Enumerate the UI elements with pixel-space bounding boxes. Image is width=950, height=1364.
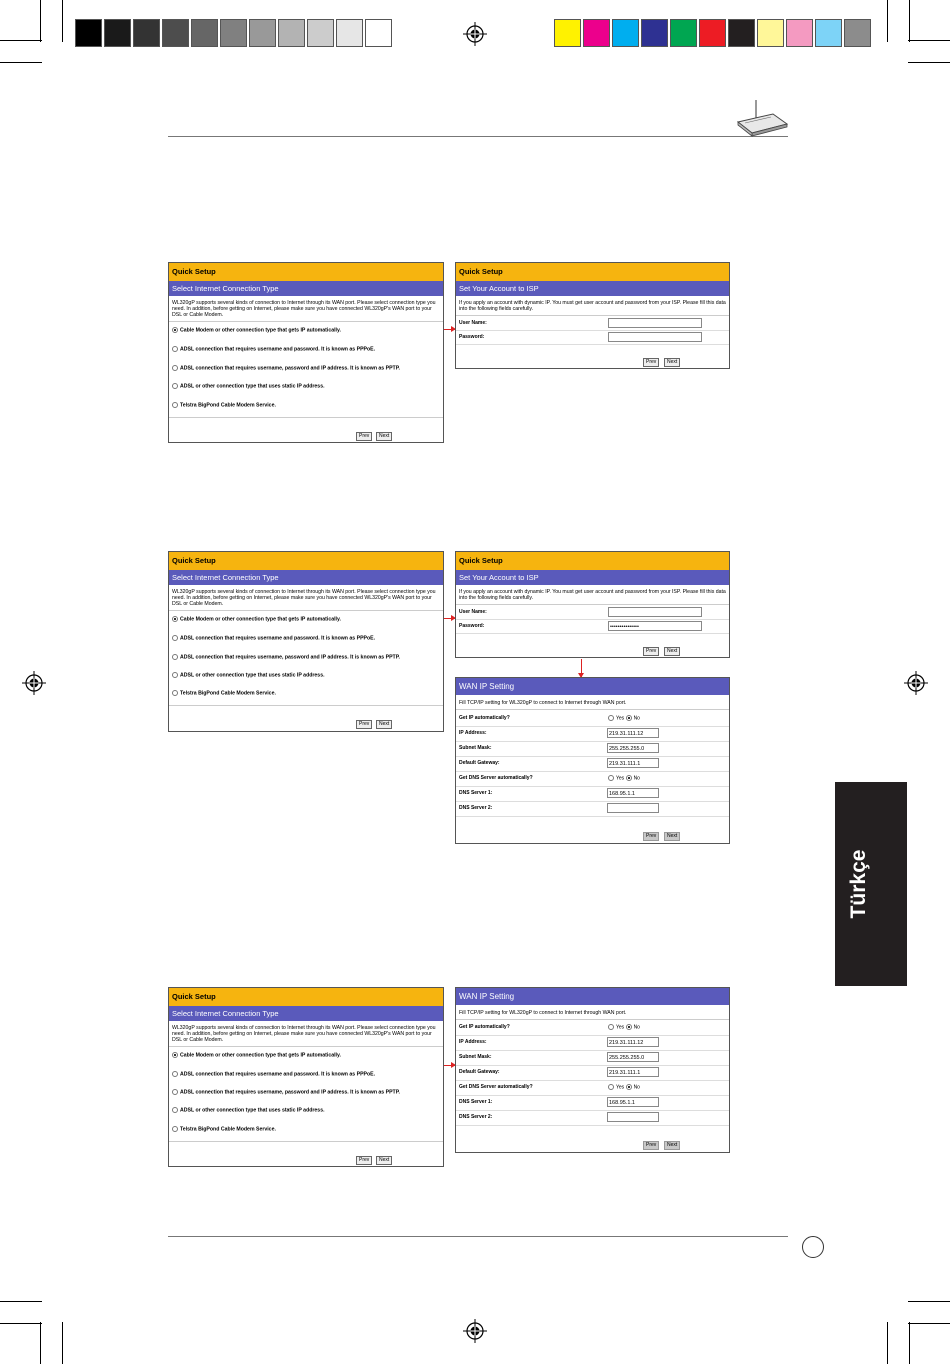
color-swatch (191, 19, 218, 47)
radio-checked-icon[interactable] (172, 327, 178, 333)
connection-option[interactable]: Cable Modem or other connection type that gets IP automatically. (172, 1052, 341, 1058)
dns1-input[interactable]: 168.95.1.1 (607, 788, 659, 798)
divider (169, 417, 443, 418)
next-button[interactable]: Next (376, 720, 392, 729)
divider (169, 705, 443, 706)
get-ip-auto-choice[interactable]: Yes No (608, 715, 640, 721)
subnet-mask-label: Subnet Mask: (459, 745, 492, 751)
get-dns-auto-choice[interactable]: Yes No (608, 775, 640, 781)
color-swatch (699, 19, 726, 47)
connection-option[interactable]: ADSL connection that requires username and password. It is known as PPPoE. (172, 635, 375, 641)
crop-mark (887, 1322, 888, 1364)
next-button[interactable]: Next (376, 432, 392, 441)
color-swatch (278, 19, 305, 47)
crop-mark (0, 62, 42, 63)
flow-arrow (444, 1065, 455, 1066)
subnet-mask-input[interactable]: 255.255.255.0 (607, 743, 659, 753)
ip-address-row (456, 726, 729, 742)
connection-option[interactable]: Telstra BigPond Cable Modem Service. (172, 690, 276, 696)
wan-ip-panel (455, 987, 730, 1153)
panel-description: If you apply an account with dynamic IP. You must get user account and password from your ISP. Please fill this data into the following fields carefully. (456, 585, 729, 605)
dns2-label: DNS Server 2: (459, 1114, 493, 1120)
connection-option[interactable]: ADSL or other connection type that uses static IP address. (172, 672, 325, 678)
connection-type-panel (168, 987, 444, 1167)
quick-setup-header: Quick Setup (456, 552, 729, 570)
default-gateway-input[interactable]: 219.31.111.1 (607, 758, 659, 768)
dns1-row (456, 786, 729, 802)
password-input[interactable]: ••••••••••••••• (608, 621, 702, 631)
radio-unchecked-icon[interactable] (608, 715, 614, 721)
language-side-tab (835, 782, 907, 986)
page-number-circle (802, 1236, 824, 1258)
connection-option[interactable]: ADSL connection that requires username and password. It is known as PPPoE. (172, 1071, 375, 1077)
next-button[interactable]: Next (664, 832, 680, 841)
next-button[interactable]: Next (664, 358, 680, 367)
panel-description: WL320gP supports several kinds of connection to Internet through its WAN port. Please select connection type you need. In addition, before getting on Internet, please make sure you have connected WL320gP's WAN port to your DSL or Cable Modem. (169, 296, 443, 322)
color-swatch (757, 19, 784, 47)
connection-option[interactable]: ADSL connection that requires username, password and IP address. It is known as PPTP. (172, 1089, 400, 1095)
crop-mark (908, 62, 950, 63)
radio-unchecked-icon[interactable] (172, 346, 178, 352)
password-label: Password: (459, 334, 485, 340)
quick-setup-header: Quick Setup (456, 263, 729, 281)
next-button[interactable]: Next (376, 1156, 392, 1165)
flow-arrow (581, 659, 582, 677)
default-gateway-label: Default Gateway: (459, 760, 500, 766)
footer-rule (168, 1236, 788, 1237)
color-swatch (641, 19, 668, 47)
password-row (456, 330, 729, 345)
password-label: Password: (459, 623, 485, 629)
section-title: WAN IP Setting (456, 678, 729, 695)
get-ip-auto-choice[interactable]: Yes No (608, 1024, 640, 1030)
get-ip-auto-label: Get IP automatically? (459, 1024, 510, 1030)
password-row (456, 619, 729, 634)
dns1-label: DNS Server 1: (459, 790, 493, 796)
connection-option[interactable]: ADSL connection that requires username and password. It is known as PPPoE. (172, 346, 375, 352)
prev-button[interactable]: Prev (643, 647, 659, 656)
password-input[interactable] (608, 332, 702, 342)
radio-unchecked-icon[interactable] (172, 383, 178, 389)
crop-mark (62, 0, 63, 42)
radio-unchecked-icon[interactable] (172, 1107, 178, 1113)
radio-unchecked-icon[interactable] (172, 1071, 178, 1077)
connection-option[interactable]: Telstra BigPond Cable Modem Service. (172, 1126, 276, 1132)
radio-unchecked-icon[interactable] (172, 365, 178, 371)
dns2-row (456, 801, 729, 817)
user-name-label: User Name: (459, 320, 487, 326)
color-swatch (612, 19, 639, 47)
quick-setup-header: Quick Setup (169, 988, 443, 1006)
default-gateway-input[interactable]: 219.31.111.1 (607, 1067, 659, 1077)
isp-account-panel (455, 262, 730, 369)
connection-option[interactable]: ADSL or other connection type that uses static IP address. (172, 1107, 325, 1113)
get-dns-auto-label: Get DNS Server automatically? (459, 775, 533, 781)
dns2-row (456, 1110, 729, 1126)
connection-option[interactable]: ADSL connection that requires username, password and IP address. It is known as PPTP. (172, 654, 400, 660)
radio-checked-icon[interactable] (172, 1052, 178, 1058)
color-swatch (815, 19, 842, 47)
radio-unchecked-icon[interactable] (608, 775, 614, 781)
color-swatch (220, 19, 247, 47)
crop-mark (0, 1323, 42, 1324)
user-name-label: User Name: (459, 609, 487, 615)
section-title: Select Internet Connection Type (169, 1006, 443, 1021)
quick-setup-header: Quick Setup (169, 263, 443, 281)
default-gateway-row (456, 756, 729, 772)
next-button[interactable]: Next (664, 647, 680, 656)
color-swatch (307, 19, 334, 47)
prev-button[interactable]: Prev (356, 432, 372, 441)
prev-button[interactable]: Prev (643, 1141, 659, 1150)
quick-setup-header: Quick Setup (169, 552, 443, 570)
connection-option[interactable]: ADSL connection that requires username, password and IP address. It is known as PPTP. (172, 365, 400, 371)
prev-button[interactable]: Prev (356, 720, 372, 729)
get-dns-auto-label: Get DNS Server automatically? (459, 1084, 533, 1090)
crop-mark (908, 40, 950, 41)
color-swatch (104, 19, 131, 47)
crop-mark (887, 0, 888, 42)
flow-arrow (444, 618, 455, 619)
radio-unchecked-icon[interactable] (172, 672, 178, 678)
ip-address-label: IP Address: (459, 1039, 487, 1045)
dns2-input[interactable] (607, 803, 659, 813)
color-swatch (670, 19, 697, 47)
panel-description: Fill TCP/IP setting for WL320gP to connect to Internet through WAN port. (456, 1005, 729, 1020)
color-swatch (249, 19, 276, 47)
ip-address-input[interactable]: 219.31.111.12 (607, 1037, 659, 1047)
color-swatch (365, 19, 392, 47)
color-swatch (336, 19, 363, 47)
registration-target-icon (904, 671, 928, 695)
user-name-row (456, 316, 729, 331)
subnet-mask-row (456, 1050, 729, 1066)
color-swatch (554, 19, 581, 47)
header-rule (168, 136, 788, 137)
section-title: Set Your Account to ISP (456, 281, 729, 296)
color-swatch (162, 19, 189, 47)
user-name-input[interactable] (608, 607, 702, 617)
default-gateway-label: Default Gateway: (459, 1069, 500, 1075)
radio-unchecked-icon[interactable] (172, 1126, 178, 1132)
radio-checked-icon[interactable] (626, 1024, 632, 1030)
radio-checked-icon[interactable] (172, 616, 178, 622)
crop-mark (909, 1322, 910, 1364)
section-title: Set Your Account to ISP (456, 570, 729, 585)
registration-target-icon (463, 1319, 487, 1343)
radio-checked-icon[interactable] (626, 1084, 632, 1090)
radio-unchecked-icon[interactable] (172, 635, 178, 641)
radio-unchecked-icon[interactable] (608, 1084, 614, 1090)
dns1-row (456, 1095, 729, 1111)
crop-mark (908, 1323, 950, 1324)
radio-unchecked-icon[interactable] (172, 690, 178, 696)
get-dns-auto-row (456, 771, 729, 787)
connection-type-panel (168, 262, 444, 443)
subnet-mask-input[interactable]: 255.255.255.0 (607, 1052, 659, 1062)
get-ip-auto-row (456, 1020, 729, 1036)
radio-unchecked-icon[interactable] (172, 654, 178, 660)
section-title: Select Internet Connection Type (169, 281, 443, 296)
crop-mark (909, 0, 910, 42)
radio-checked-icon[interactable] (626, 775, 632, 781)
color-swatch (786, 19, 813, 47)
color-swatch (583, 19, 610, 47)
flow-arrow (444, 329, 455, 330)
get-dns-auto-choice[interactable]: Yes No (608, 1084, 640, 1090)
prev-button[interactable]: Prev (356, 1156, 372, 1165)
user-name-input[interactable] (608, 318, 702, 328)
radio-checked-icon[interactable] (626, 715, 632, 721)
language-tab-label: Türkçe (847, 849, 870, 919)
color-swatch (75, 19, 102, 47)
crop-mark (62, 1322, 63, 1364)
radio-unchecked-icon[interactable] (172, 1089, 178, 1095)
connection-option[interactable]: Cable Modem or other connection type that gets IP automatically. (172, 327, 341, 333)
get-ip-auto-label: Get IP automatically? (459, 715, 510, 721)
radio-unchecked-icon[interactable] (608, 1024, 614, 1030)
color-swatch (133, 19, 160, 47)
color-swatch (728, 19, 755, 47)
registration-target-icon (463, 22, 487, 46)
isp-account-panel (455, 551, 730, 658)
connection-option[interactable]: ADSL or other connection type that uses static IP address. (172, 383, 325, 389)
panel-description: WL320gP supports several kinds of connection to Internet through its WAN port. Please select connection type you need. In addition, before getting on Internet, please make sure you have connected WL320gP's WAN port to your DSL or Cable Modem. (169, 1021, 443, 1047)
user-name-row (456, 605, 729, 620)
crop-mark (40, 1322, 41, 1364)
dns1-label: DNS Server 1: (459, 1099, 493, 1105)
get-ip-auto-row (456, 711, 729, 727)
crop-mark (0, 1301, 42, 1302)
default-gateway-row (456, 1065, 729, 1081)
divider (169, 1141, 443, 1142)
crop-mark (40, 0, 41, 42)
wan-ip-panel (455, 677, 730, 844)
section-title: WAN IP Setting (456, 988, 729, 1005)
connection-type-panel (168, 551, 444, 732)
connection-option[interactable]: Cable Modem or other connection type that gets IP automatically. (172, 616, 341, 622)
crop-mark (908, 1301, 950, 1302)
dns2-label: DNS Server 2: (459, 805, 493, 811)
ip-address-input[interactable]: 219.31.111.12 (607, 728, 659, 738)
dns2-input[interactable] (607, 1112, 659, 1122)
ip-address-label: IP Address: (459, 730, 487, 736)
dns1-input[interactable]: 168.95.1.1 (607, 1097, 659, 1107)
panel-description: If you apply an account with dynamic IP. You must get user account and password from your ISP. Please fill this data into the following fields carefully. (456, 296, 729, 316)
registration-target-icon (22, 671, 46, 695)
next-button[interactable]: Next (664, 1141, 680, 1150)
wireless-router-icon (735, 98, 789, 138)
subnet-mask-label: Subnet Mask: (459, 1054, 492, 1060)
panel-description: Fill TCP/IP setting for WL320gP to connect to Internet through WAN port. (456, 695, 729, 710)
get-dns-auto-row (456, 1080, 729, 1096)
ip-address-row (456, 1035, 729, 1051)
subnet-mask-row (456, 741, 729, 757)
radio-unchecked-icon[interactable] (172, 402, 178, 408)
connection-option[interactable]: Telstra BigPond Cable Modem Service. (172, 402, 276, 408)
crop-mark (0, 40, 42, 41)
prev-button[interactable]: Prev (643, 358, 659, 367)
panel-description: WL320gP supports several kinds of connection to Internet through its WAN port. Please select connection type you need. In addition, before getting on Internet, please make sure you have connected WL320gP's WAN port to your DSL or Cable Modem. (169, 585, 443, 611)
color-swatch (844, 19, 871, 47)
prev-button[interactable]: Prev (643, 832, 659, 841)
section-title: Select Internet Connection Type (169, 570, 443, 585)
